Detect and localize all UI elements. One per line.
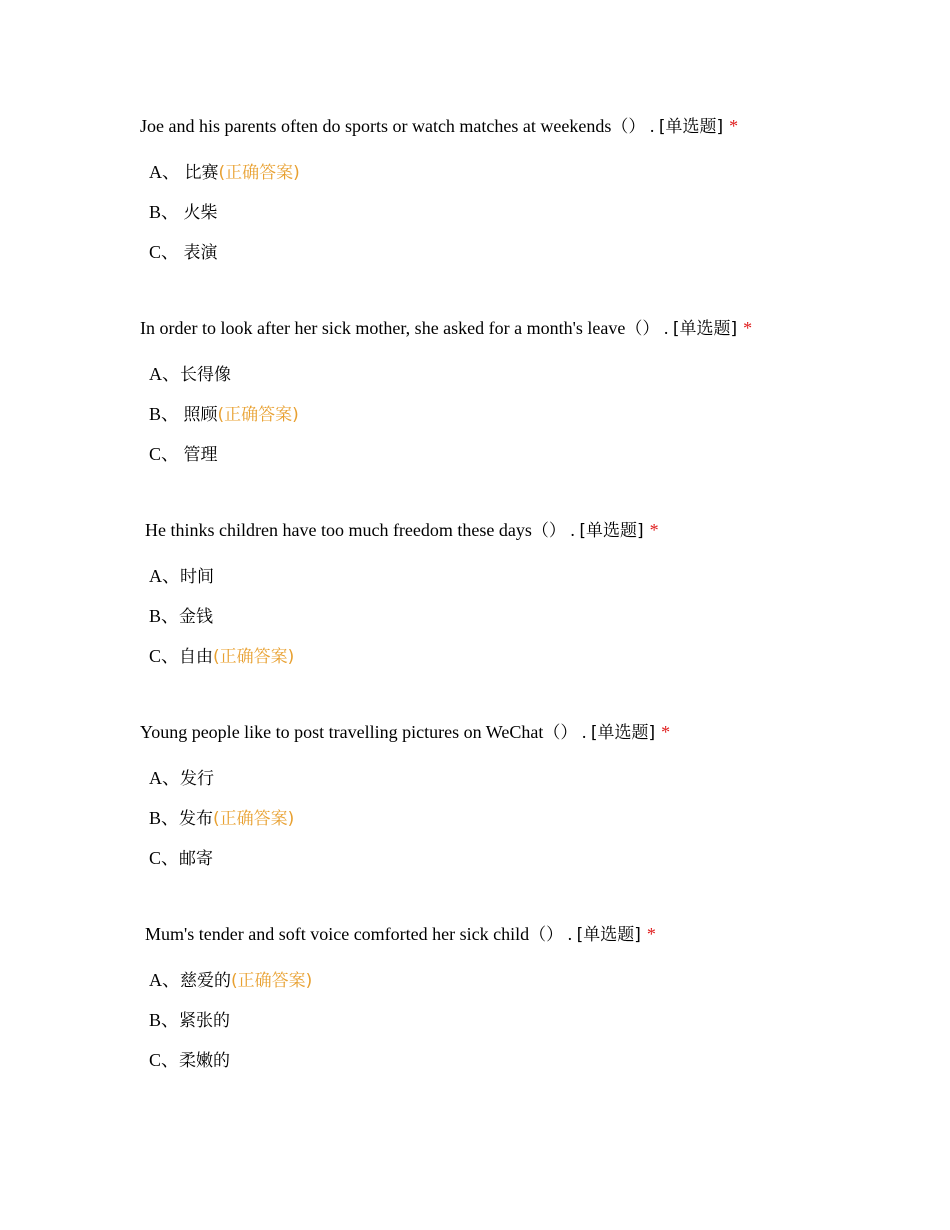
required-marker: *: [649, 520, 659, 540]
question-3: [140, 518, 920, 667]
required-marker: *: [661, 722, 671, 742]
option-b[interactable]: [149, 1008, 230, 1033]
option-c[interactable]: [149, 240, 218, 265]
option-text: 比赛: [184, 163, 219, 183]
correct-answer-badge: (正确答案): [213, 647, 295, 667]
question-text: [140, 518, 920, 542]
option-text: 邮寄: [179, 849, 214, 869]
option-text: 发布: [179, 809, 214, 829]
question-stem: Joe and his parents often do sports or watch matches at weekends: [140, 116, 612, 136]
question-stem: He thinks children have too much freedom these days: [145, 520, 532, 540]
correct-answer-badge: (正确答案): [218, 163, 300, 183]
option-text: 长得像: [180, 365, 231, 385]
option-letter: C、: [149, 242, 180, 262]
option-c[interactable]: [149, 442, 218, 467]
option-text: 表演: [183, 243, 218, 263]
option-letter: B、: [149, 808, 180, 828]
option-c[interactable]: [149, 644, 294, 669]
option-text: 管理: [183, 445, 218, 465]
correct-answer-badge: (正确答案): [213, 809, 295, 829]
option-letter: B、: [149, 404, 180, 424]
question-stem: Young people like to post travelling pictures on WeChat: [140, 722, 544, 742]
option-letter: A、: [149, 768, 180, 788]
question-type-label: [单选题]: [672, 319, 738, 339]
option-letter: B、: [149, 202, 180, 222]
question-type-label: [单选题]: [579, 521, 644, 541]
question-text: [140, 720, 920, 744]
correct-answer-badge: (正确答案): [217, 405, 299, 425]
option-letter: B、: [149, 606, 180, 626]
question-5: [140, 922, 920, 1071]
question-type-label: [单选题]: [590, 723, 656, 743]
option-text: 照顾: [183, 405, 218, 425]
required-marker: *: [743, 318, 753, 338]
option-text: 时间: [180, 567, 214, 587]
question-stem: Mum's tender and soft voice comforted her sick child: [145, 924, 530, 944]
blank-brackets: （）: [531, 521, 566, 541]
question-dot: .: [581, 722, 587, 742]
option-letter: C、: [149, 646, 180, 666]
required-marker: *: [646, 924, 656, 944]
option-c[interactable]: [149, 846, 213, 871]
question-type-label: [单选题]: [576, 925, 641, 945]
option-text: 金钱: [179, 607, 214, 627]
option-text: 自由: [179, 647, 214, 667]
option-a[interactable]: [149, 564, 214, 589]
option-b[interactable]: [149, 806, 294, 831]
question-dot: .: [567, 924, 573, 944]
option-b[interactable]: [149, 402, 299, 427]
option-a[interactable]: [149, 968, 312, 993]
option-letter: C、: [149, 1050, 180, 1070]
option-b[interactable]: [149, 200, 218, 225]
blank-brackets: （）: [543, 723, 578, 743]
question-text: [140, 114, 920, 138]
question-2: [140, 316, 920, 465]
option-letter: B、: [149, 1010, 180, 1030]
question-dot: .: [570, 520, 575, 540]
question-1: [140, 114, 920, 263]
option-text: 柔嫩的: [179, 1051, 231, 1071]
option-a[interactable]: [149, 362, 231, 387]
question-dot: .: [663, 318, 669, 338]
question-dot: .: [649, 116, 655, 136]
option-letter: A、: [149, 162, 180, 182]
question-text: [140, 922, 920, 946]
option-c[interactable]: [149, 1048, 230, 1073]
required-marker: *: [729, 116, 739, 136]
option-letter: A、: [149, 970, 180, 990]
option-text: 火柴: [183, 203, 218, 223]
option-a[interactable]: [149, 766, 214, 791]
option-letter: C、: [149, 444, 180, 464]
option-letter: A、: [149, 364, 180, 384]
correct-answer-badge: (正确答案): [231, 971, 313, 991]
blank-brackets: （）: [529, 925, 564, 945]
option-text: 发行: [180, 769, 214, 789]
option-text: 慈爱的: [180, 971, 231, 991]
option-letter: C、: [149, 848, 180, 868]
option-text: 紧张的: [179, 1011, 231, 1031]
question-text: [140, 316, 920, 340]
question-stem: In order to look after her sick mother, she asked for a month's leave: [140, 318, 626, 338]
option-letter: A、: [149, 566, 180, 586]
blank-brackets: （）: [625, 319, 660, 339]
question-4: [140, 720, 920, 869]
blank-brackets: （）: [611, 117, 646, 137]
option-b[interactable]: [149, 604, 213, 629]
question-type-label: [单选题]: [658, 117, 724, 137]
option-a[interactable]: [149, 160, 300, 185]
